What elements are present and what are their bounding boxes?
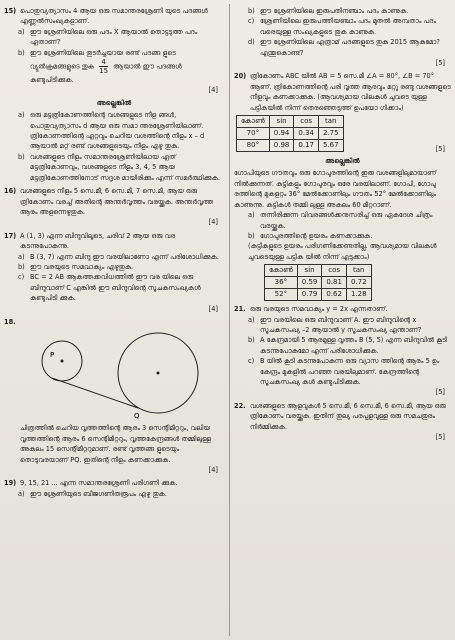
question-number: 20)	[234, 72, 247, 81]
question-21	[234, 304, 451, 398]
subpart-d: d) ഈ ശ്രേണിയിലെ എത്രാമ് പദങ്ങളുടെ തുക 2015 ആകുമോ? എന്തുകൊണ്ട്?	[248, 38, 440, 57]
question-text: ഗോപിയുടെ ഗൗതവും ഒരു ഗോപുരത്തിന്റെ ഇരു വശങ്ങളിലുമായാണ് നിൽക്കുന്നത്. കുട്ടികളും ഗോപുരവും ഒരേ വരയിലാണ്. ഗോപി, ഗോപു രത്തിന്റെ മുകളറ്റം 36° മേൽക്കോണിലും ഗൗതം 52° മേൽക്കോണിലും കാണുന്നു. കുട്ടികൾ തമ്മി ലുള്ള അകലം 60 മീറ്ററാണ്.	[234, 169, 437, 209]
large-center	[157, 372, 160, 375]
question-20	[234, 71, 451, 301]
circles-diagram	[22, 327, 212, 423]
marks: [5]	[435, 144, 445, 153]
question-15	[4, 6, 224, 183]
question-number: 15)	[4, 7, 17, 15]
trig-table-2: കോൺ sin cos tan 36° 0.59 0.81 0.72 52° 0.79 0.62 1.28	[264, 264, 372, 301]
subpart-c: c) B യിൽ കൂടി കടന്നുപോകുന്ന ഒരു വ്യാസ ത്തിന്റെ ആരം 5 ഉം കേന്ദ്രം മുകളിൽ പറഞ്ഞ വരയിലുമാണ്. കേന്ദ്രത്തിന്റെ സൂചകസംഖ്യ കൾ കണ്ടുപിടിക്കുക.	[248, 357, 440, 386]
subpart-c: c) BC = 2 AB ആകത്തക്കവിധത്തിൽ ഈ വര യിലെ ഒരു ബിന്ദുവാണ് C എങ്കിൽ ഈ ബിന്ദുവിന്റെ സൂചകസംഖ്യകൾ കണ്ടുപിടി ക്കുക.	[18, 273, 201, 303]
table-row: 70° 0.94 0.34 2.75	[237, 128, 344, 140]
marks: [4]	[208, 304, 218, 313]
marks: [4]	[208, 86, 218, 95]
subpart-a: a) ഈ വരയിലെ ഒരു ബിന്ദുവാണ് A. ഈ ബിന്ദുവിന്റെ x സൂചകസംഖ്യ –2 ആയാൽ y സൂചകസംഖ്യ എന്താണ്?	[248, 315, 422, 334]
subpart-b: b) ഈ ശ്രേണിയിലെ ഇരുപതിനഞ്ചാം പദം കാണുക.	[248, 7, 409, 15]
subpart-c: c) ശ്രേണിയിലെ ഇരുപത്തിയഞ്ചാം പദം മുതൽ അമ്പതാം പദം വരെയുള്ള സംഖ്യകളുടെ തുക കാണുക.	[248, 17, 437, 36]
subpart-b: b) ഗോപുരത്തിന്റെ ഉയരം കണക്കാക്കുക.	[248, 231, 373, 240]
subpart-a: a) ഒരു മട്ടത്രികോണത്തിന്റെ വശങ്ങളുടെ നീള ങ്ങൾ, പൊതുവ്യത്യാസം d ആയ ഒരു സമാ ന്തരശ്രേണിയിലാണ്. ത്രികോണത്തിന്റെ ഏറ്റവും ചെറിയ വശത്തിന്റെ നീളം x – d ആയാൽ മറ്റ് രണ്ട് വശങ്ങളുടെയും നീളം എഴു തുക.	[18, 111, 205, 151]
fraction: $\frac{4}{15}$	[99, 58, 109, 76]
subpart-a: a) തന്നിരിക്കുന്ന വിവരങ്ങൾക്കനുസരിച്ച് ഒരു ഏകദേശ ചിത്രം വരയ്ക്കുക.	[248, 211, 433, 230]
question-text: വശങ്ങളുടെ നീളം 5 സെ.മീ, 6 സെ.മീ, 7 സെ.മീ, ആയ ഒരു ത്രികോണം വരച്ച് അതിന്റെ അന്തർവൃത്തം വരയ്ക്കുക. അന്തർവൃത്ത ആരം അളന്നെഴുതുക.	[20, 187, 214, 216]
question-18	[4, 317, 224, 475]
question-number: 21.	[234, 305, 246, 314]
marks: [5]	[435, 388, 445, 397]
question-17	[4, 231, 224, 314]
small-center	[61, 360, 64, 363]
question-16	[4, 186, 224, 228]
subpart-b: b) വശങ്ങളുടെ നീളം സമാന്തരശ്രേണിയിലായ ഏത് മട്ടത്രികോണവും, വശങ്ങളുടെ നീളം 3, 4, 5 ആയ മട്ടത്രികോണത്തിനോട് സദൃശ മായിരിക്കും എന്ന് സമർത്ഥിക്കുക.	[18, 152, 220, 182]
question-number: 17)	[4, 231, 17, 240]
question-number: 22.	[234, 401, 246, 410]
question-19	[4, 478, 224, 499]
label-p: P	[50, 351, 55, 360]
or-separator: അല്ലെങ്കിൽ	[325, 157, 360, 166]
tangent-circles-figure	[4, 327, 224, 423]
column-divider	[229, 4, 230, 636]
question-number: 16)	[4, 187, 17, 196]
subpart-b: b) ഈ വരയുടെ സമവാക്യം എഴുതുക.	[18, 262, 134, 271]
table-row: 80° 0.98 0.17 5.67	[237, 140, 344, 152]
subpart-a: a) ഈ ശ്രേണിയിലെ ഒരു പദം X ആയാൽ തൊട്ടടുത്ത പദം ഏതാണ്?	[18, 27, 198, 47]
question-text: ഒരു വരയുടെ സമവാക്യം y = 2x എന്നതാണ്.	[250, 305, 388, 314]
marks: [4]	[208, 466, 218, 474]
right-column	[234, 6, 451, 445]
subpart-b: b) ഈ ശ്രേണിയിലെ തുടർച്ചയായ രണ്ട് പദങ്ങ ളുടെ വ്യുൽക്രമങ്ങളുടെ തുക $\frac{4}{15}$ ആയാൽ ഈ പദങ്ങൾ കണ്ടുപിടിക്കുക.	[18, 48, 182, 85]
or-separator: അല്ലെങ്കിൽ	[96, 98, 132, 107]
label-q: Q	[134, 412, 140, 421]
question-19-continued	[234, 6, 451, 68]
question-text: വശങ്ങളുടെ ആളവുകൾ 5 സെ.മീ, 6 സെ.മീ, 6 സെ.മീ, ആയ ഒരു ത്രികോണം വരയ്ക്കുക. ഇതിന് തുല്യ പരപ്പളവുള്ള ഒരു സമചതുരം നിർമ്മിക്കുക.	[250, 401, 446, 431]
question-number: 19)	[4, 479, 17, 488]
subpart-b: b) A കേന്ദ്രമായി 5 ആരമുള്ള വൃത്തം B (5, 5) എന്ന ബിന്ദുവിൽ കൂടി കടന്നുപോകുമോ എന്ന് പരിശോധിക്കുക.	[248, 336, 448, 355]
marks: [4]	[208, 218, 218, 227]
question-text: പൊതുവ്യത്യാസം 4 ആയ ഒരു സമാന്തരശ്രേണി യുടെ പദങ്ങൾ എണ്ണൽസംഖ്യകളാണ്.	[20, 7, 208, 26]
table-row: 36° 0.59 0.81 0.72	[265, 277, 372, 289]
left-column	[4, 6, 224, 502]
tangent-line-pq	[52, 378, 138, 408]
table-row: 52° 0.79 0.62 1.28	[265, 289, 372, 301]
question-number: 18.	[4, 317, 16, 326]
subpart-a: a) ഈ ശ്രേണിയുടെ ബീജഗണിതരൂപം എഴു തുക.	[18, 489, 167, 498]
question-text: 9, 15, 21 ... എന്ന സമാന്തരശ്രേണി പരിഗണി ക്കുക.	[20, 479, 178, 488]
trig-table: കോൺ sin cos tan 70° 0.94 0.34 2.75 80° 0.98 0.17 5.67	[236, 115, 344, 152]
question-text: ത്രികോണം ABC യിൽ AB = 5 സെ.മീ ∠A = 80°, ∠B = 70° ആണ്. ത്രികോണത്തിന്റെ പരി വൃത്ത ആരവും മറ്റു രണ്ടു വശങ്ങളുടെ നീളവും കണക്കാക്കുക. (ആവശ്യമായ വിലകൾ ചുവടെ യുള്ള പട്ടികയിൽ നിന്ന് തെരഞ്ഞെടുത്ത് ഉപയോ ഗിക്കാം)	[250, 72, 451, 112]
question-22	[234, 401, 451, 443]
marks: [5]	[435, 59, 445, 68]
table-note: (കുട്ടികളുടെ ഉയരം പരിഗണിക്കേണ്ടതില്ല. ആവശ്യമായ വിലകൾ ചുവടെയുള്ള പട്ടിക യിൽ നിന്ന് എടുക്കാം)	[248, 242, 437, 261]
subpart-a: a) B (3, 7) എന്ന ബിന്ദു ഈ വരയിലാണോ എന്ന് പരിശോധിക്കുക.	[18, 252, 219, 261]
question-text: ചിത്രത്തിൽ ചെറിയ വൃത്തത്തിന്റെ ആരം 3 സെന്റിമീറ്ററും, വലിയ വൃത്തത്തിന്റെ ആരം 6 സെന്റിമീറ്ററും, വൃത്തകേന്ദ്രങ്ങൾ തമ്മിലുള്ള അകലം 15 സെന്റിമീറ്ററുമാണ്. രണ്ട് വൃത്തങ്ങ ളുടെയും തൊടുവരയാണ് PQ. ഇതിന്റെ നീളം കണക്കാക്കുക.	[20, 424, 212, 464]
question-text: A (1, 3) എന്ന ബിന്ദുവിലൂടെ, ചരിവ് 2 ആയ ഒരു വര കടന്നുപോകുന്നു.	[20, 231, 176, 251]
marks: [5]	[435, 433, 445, 441]
